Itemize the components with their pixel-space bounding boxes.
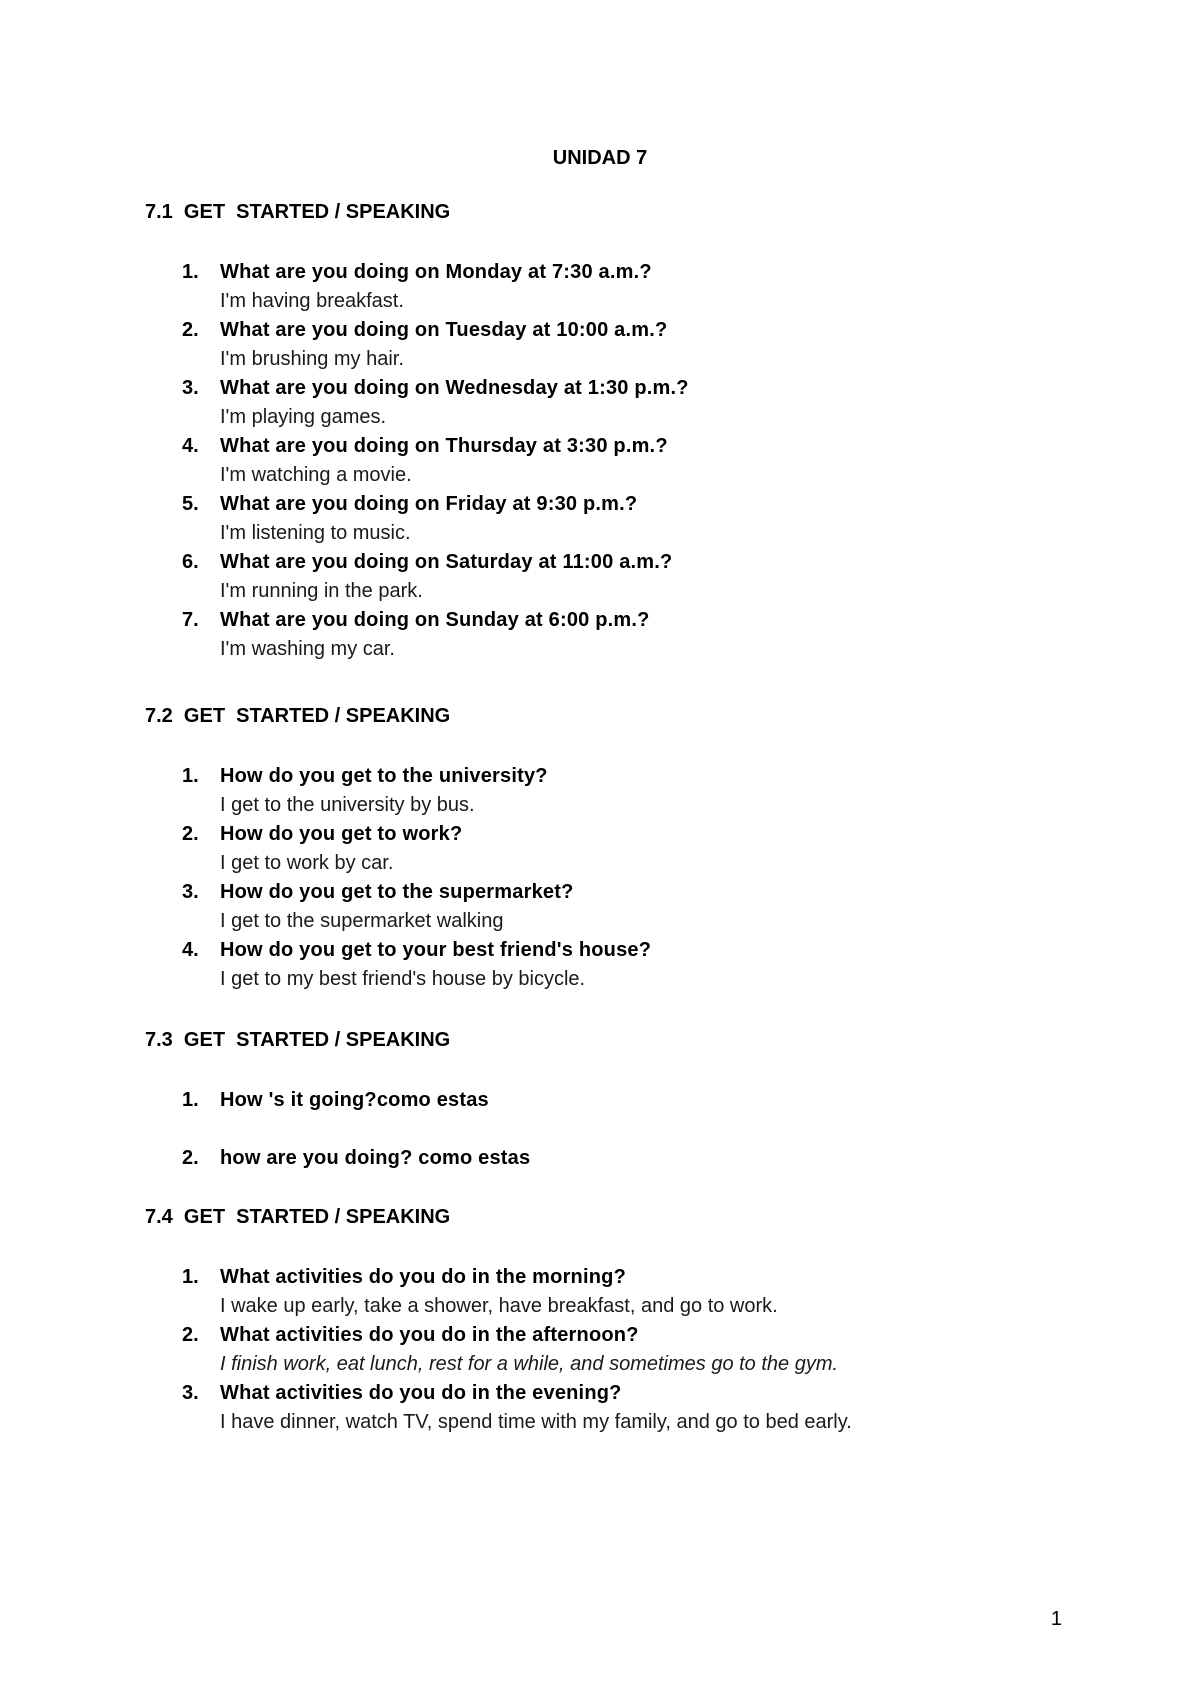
item-number: 5. xyxy=(182,493,199,515)
item-number: 1. xyxy=(182,1266,199,1288)
list-item xyxy=(145,878,1065,936)
question-text: How 's it going?como estas xyxy=(220,1089,489,1111)
answer-text: I get to the university by bus. xyxy=(220,794,475,816)
answer-text: I'm watching a movie. xyxy=(220,464,412,486)
list-item xyxy=(145,1379,1065,1437)
list-item xyxy=(145,606,1065,664)
answer-text: I have dinner, watch TV, spend time with my family, and go to bed early. xyxy=(220,1411,852,1433)
question-text: How do you get to work? xyxy=(220,823,463,845)
list-item xyxy=(145,490,1065,548)
question-text: What are you doing on Monday at 7:30 a.m.? xyxy=(220,261,652,283)
list-item xyxy=(145,258,1065,316)
answer-text: I get to work by car. xyxy=(220,852,394,874)
question-list xyxy=(145,1086,1065,1173)
answer-text: I'm washing my car. xyxy=(220,638,395,660)
item-number: 1. xyxy=(182,765,199,787)
item-number: 2. xyxy=(182,1147,199,1169)
item-number: 1. xyxy=(182,1089,199,1111)
question-text: What are you doing on Friday at 9:30 p.m.? xyxy=(220,493,638,515)
list-item xyxy=(145,1086,1065,1115)
item-number: 3. xyxy=(182,1382,199,1404)
section-7-1 xyxy=(145,200,1065,664)
answer-text: I'm listening to music. xyxy=(220,522,411,544)
question-text: What are you doing on Wednesday at 1:30 p.m.? xyxy=(220,377,689,399)
question-text: What are you doing on Tuesday at 10:00 a.m.? xyxy=(220,319,668,341)
answer-text: I'm having breakfast. xyxy=(220,290,404,312)
question-text: What activities do you do in the morning? xyxy=(220,1266,626,1288)
document-title: UNIDAD 7 xyxy=(552,147,648,169)
answer-text: I get to the supermarket walking xyxy=(220,910,504,932)
item-number: 2. xyxy=(182,823,199,845)
item-number: 7. xyxy=(182,609,199,631)
item-number: 4. xyxy=(182,435,199,457)
item-number: 3. xyxy=(182,881,199,903)
list-item xyxy=(145,1144,1065,1173)
answer-text: I'm brushing my hair. xyxy=(220,348,404,370)
answer-text: I wake up early, take a shower, have breakfast, and go to work. xyxy=(220,1295,778,1317)
question-text: What are you doing on Saturday at 11:00 a.m.? xyxy=(220,551,673,573)
list-item xyxy=(145,1263,1065,1321)
question-text: how are you doing? como estas xyxy=(220,1147,531,1169)
item-number: 1. xyxy=(182,261,199,283)
question-text: What activities do you do in the evening? xyxy=(220,1382,622,1404)
item-number: 4. xyxy=(182,939,199,961)
question-text: What are you doing on Thursday at 3:30 p.m.? xyxy=(220,435,668,457)
question-text: What activities do you do in the afternoon? xyxy=(220,1324,639,1346)
question-text: What are you doing on Sunday at 6:00 p.m.? xyxy=(220,609,650,631)
item-number: 2. xyxy=(182,319,199,341)
list-item xyxy=(145,316,1065,374)
question-list xyxy=(145,258,1065,664)
list-item xyxy=(145,762,1065,820)
question-list xyxy=(145,762,1065,994)
list-item xyxy=(145,936,1065,994)
section-heading: 7.3 GET STARTED / SPEAKING xyxy=(145,1029,451,1051)
list-item xyxy=(145,1321,1065,1379)
list-item xyxy=(145,820,1065,878)
section-heading: 7.1 GET STARTED / SPEAKING xyxy=(145,201,451,223)
section-7-4 xyxy=(145,1205,1065,1437)
item-number: 6. xyxy=(182,551,199,573)
question-text: How do you get to the university? xyxy=(220,765,548,787)
section-heading: 7.2 GET STARTED / SPEAKING xyxy=(145,705,451,727)
question-text: How do you get to your best friend's house? xyxy=(220,939,652,961)
item-number: 2. xyxy=(182,1324,199,1346)
list-item xyxy=(145,548,1065,606)
answer-text: I'm running in the park. xyxy=(220,580,423,602)
list-item xyxy=(145,374,1065,432)
page-number: 1 xyxy=(1050,1608,1062,1630)
section-7-3 xyxy=(145,1028,1065,1173)
answer-text: I get to my best friend's house by bicycle. xyxy=(220,968,586,990)
answer-text: I finish work, eat lunch, rest for a while, and sometimes go to the gym. xyxy=(220,1353,839,1375)
question-list xyxy=(145,1263,1065,1437)
section-heading: 7.4 GET STARTED / SPEAKING xyxy=(145,1206,451,1228)
question-text: How do you get to the supermarket? xyxy=(220,881,574,903)
list-item xyxy=(145,432,1065,490)
item-number: 3. xyxy=(182,377,199,399)
answer-text: I'm playing games. xyxy=(220,406,387,428)
section-7-2 xyxy=(145,704,1065,994)
